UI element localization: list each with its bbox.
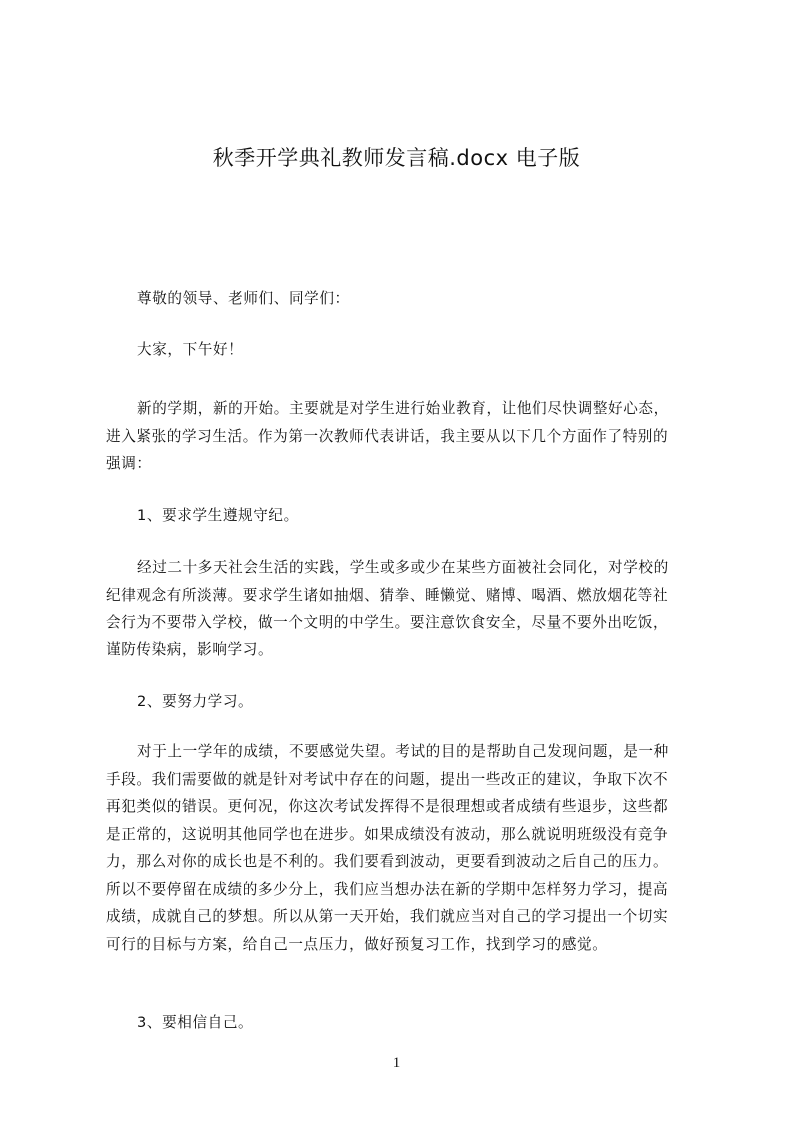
page-number: 1 xyxy=(392,1055,401,1071)
document-title: 秋季开学典礼教师发言稿.docx 电子版 xyxy=(212,146,581,170)
paragraph-2-line: 经过二十多天社会生活的实践，学生或多或少在某些方面被社会同化，对学校的 xyxy=(137,559,669,576)
paragraph-2-line: 会行为不要带入学校，做一个文明的中学生。要注意饮食安全，尽量不要外出吃饭， xyxy=(106,614,669,631)
paragraph-2-line: 谨防传染病，影响学习。 xyxy=(106,641,274,658)
paragraph-3-line: 力，那么对你的成长也是不利的。我们要看到波动，更要看到波动之后自己的压力。 xyxy=(106,853,669,870)
paragraph-3-line: 可行的目标与方案，给自己一点压力，做好预复习工作，找到学习的感觉。 xyxy=(106,936,608,953)
heading-2: 2、要努力学习。 xyxy=(137,693,254,710)
greeting: 大家，下午好！ xyxy=(137,341,244,358)
paragraph-1-line: 进入紧张的学习生活。作为第一次教师代表讲话，我主要从以下几个方面作了特别的 xyxy=(106,428,669,445)
paragraph-3-line: 对于上一学年的成绩，不要感觉失望。考试的目的是帮助自己发现问题，是一种 xyxy=(137,743,669,760)
paragraph-1-line: 强调： xyxy=(106,455,152,472)
paragraph-3-line: 是正常的，这说明其他同学也在进步。如果成绩没有波动，那么就说明班级没有竞争 xyxy=(106,826,669,843)
paragraph-3-line: 手段。我们需要做的就是针对考试中存在的问题，提出一些改正的建议，争取下次不 xyxy=(106,771,669,788)
heading-3: 3、要相信自己。 xyxy=(137,1014,254,1031)
paragraph-2-line: 纪律观念有所淡薄。要求学生诸如抽烟、猜拳、睡懒觉、赌博、喝酒、燃放烟花等社 xyxy=(106,587,669,604)
paragraph-3-line: 所以不要停留在成绩的多少分上，我们应当想办法在新的学期中怎样努力学习，提高 xyxy=(106,881,669,898)
heading-1: 1、要求学生遵规守纪。 xyxy=(137,507,299,524)
paragraph-3-line: 成绩，成就自己的梦想。所以从第一天开始，我们就应当对自己的学习提出一个切实 xyxy=(106,908,669,925)
paragraph-3-line: 再犯类似的错误。更何况，你这次考试发挥得不是很理想或者成绩有些退步，这些都 xyxy=(106,798,669,815)
salutation: 尊敬的领导、老师们、同学们： xyxy=(137,290,350,307)
paragraph-1-line: 新的学期，新的开始。主要就是对学生进行始业教育，让他们尽快调整好心态， xyxy=(137,400,669,417)
